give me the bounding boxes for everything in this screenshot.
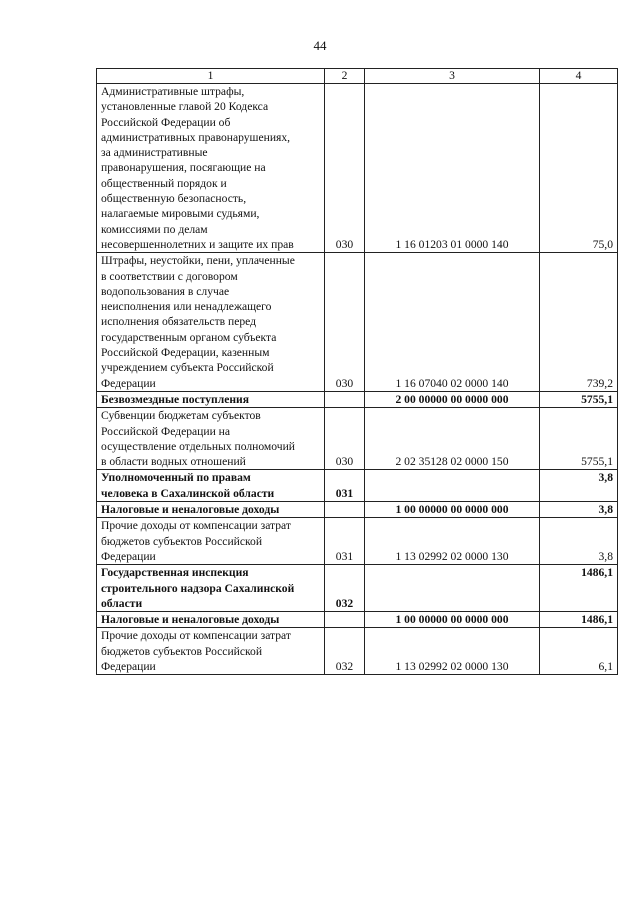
row-budget-code-cell (365, 628, 540, 675)
row-admin-code-cell (325, 253, 365, 392)
row-budget-code-text: 1 00 00000 00 0000 000 (395, 613, 509, 627)
row-amount-cell (540, 518, 618, 565)
row-budget-code-cell (365, 84, 540, 253)
row-name-text: Государственная инспекция строительного надзора Сахалинской области (101, 566, 295, 610)
row-amount-cell (540, 470, 618, 502)
row-budget-code-text: 1 16 01203 01 0000 140 (395, 237, 509, 251)
table-row (97, 565, 618, 612)
row-name-cell (97, 518, 325, 565)
row-name-cell (97, 628, 325, 675)
table-row (97, 391, 618, 407)
row-admin-code-text: 030 (335, 237, 354, 251)
row-name-cell (97, 84, 325, 253)
column-header-2: 2 (325, 69, 365, 84)
row-budget-code-text: 1 00 00000 00 0000 000 (395, 503, 509, 517)
row-budget-code-cell (365, 612, 540, 628)
column-header-4: 4 (540, 69, 618, 84)
row-admin-code-cell (325, 391, 365, 407)
row-amount-text: 3,8 (598, 549, 613, 563)
column-header-3: 3 (365, 69, 540, 84)
row-amount-text: 5755,1 (581, 455, 613, 469)
row-name-cell (97, 408, 325, 470)
table-row (97, 518, 618, 565)
row-amount-cell (540, 84, 618, 253)
row-name-text: Административные штрафы, установленные главой 20 Кодекса Российской Федерации об административных правонарушениях, за административные правонарушения, посягающие на общественный порядок и общественную безопасность, налагаемые мировыми судьями, комиссиями по делам несовершеннолетних и защите их прав (101, 85, 294, 251)
row-amount-cell (540, 408, 618, 470)
table-body (97, 84, 618, 675)
row-admin-code-cell (325, 565, 365, 612)
revenue-table (96, 68, 618, 675)
row-admin-code-text: 030 (335, 376, 354, 390)
table-row (97, 628, 618, 675)
row-admin-code-cell (325, 408, 365, 470)
row-budget-code-text: 2 00 00000 00 0000 000 (395, 392, 509, 406)
row-admin-code-cell (325, 628, 365, 675)
row-name-cell (97, 470, 325, 502)
row-amount-cell (540, 502, 618, 518)
table-row (97, 612, 618, 628)
table-header-row (97, 69, 618, 84)
row-amount-cell (540, 565, 618, 612)
table-row (97, 408, 618, 470)
row-budget-code-cell (365, 391, 540, 407)
table-row (97, 253, 618, 392)
row-admin-code-cell (325, 502, 365, 518)
row-name-text: Уполномоченный по правам человека в Сахалинской области (101, 471, 275, 500)
page-number: 44 (313, 38, 327, 53)
row-name-text: Субвенции бюджетам субъектов Российской Федерации на осуществление отдельных полномочий в области водных отношений (101, 409, 296, 469)
row-name-text: Безвозмездные поступления (101, 392, 250, 406)
row-budget-code-cell (365, 408, 540, 470)
row-name-cell (97, 502, 325, 518)
row-admin-code-text: 031 (335, 549, 354, 563)
row-budget-code-cell (365, 253, 540, 392)
row-name-text: Прочие доходы от компенсации затрат бюджетов субъектов Российской Федерации (101, 519, 291, 563)
row-name-text: Налоговые и неналоговые доходы (101, 613, 280, 627)
row-amount-text: 5755,1 (581, 392, 613, 406)
row-name-cell (97, 391, 325, 407)
row-amount-cell (540, 391, 618, 407)
table-row (97, 470, 618, 502)
row-admin-code-cell (325, 518, 365, 565)
row-admin-code-cell (325, 84, 365, 253)
row-budget-code-text: 2 02 35128 02 0000 150 (395, 455, 509, 469)
row-amount-text: 739,2 (586, 376, 613, 390)
row-admin-code-cell (325, 470, 365, 502)
row-amount-text: 1486,1 (581, 566, 613, 580)
row-admin-code-text: 032 (335, 659, 354, 673)
row-name-cell (97, 612, 325, 628)
row-name-cell (97, 565, 325, 612)
row-budget-code-cell (365, 470, 540, 502)
row-amount-text: 3,8 (598, 471, 613, 485)
row-amount-cell (540, 612, 618, 628)
table-row (97, 84, 618, 253)
row-budget-code-text: 1 13 02992 02 0000 130 (395, 659, 509, 673)
table-row (97, 502, 618, 518)
row-amount-cell (540, 628, 618, 675)
row-budget-code-cell (365, 502, 540, 518)
row-name-text: Налоговые и неналоговые доходы (101, 503, 280, 517)
row-admin-code-cell (325, 612, 365, 628)
row-budget-code-text: 1 16 07040 02 0000 140 (395, 376, 509, 390)
row-name-text: Штрафы, неустойки, пени, уплаченные в соответствии с договором водопользования в случае неисполнения или ненадлежащего исполнения обязательств перед государственным органом субъекта Российской Федерации, казенным учреждением субъекта Российской Федерации (101, 254, 295, 390)
row-amount-text: 6,1 (598, 659, 613, 673)
row-admin-code-text: 030 (335, 455, 354, 469)
row-name-text: Прочие доходы от компенсации затрат бюджетов субъектов Российской Федерации (101, 629, 291, 673)
row-admin-code-text: 032 (335, 596, 354, 610)
row-budget-code-cell (365, 565, 540, 612)
row-budget-code-cell (365, 518, 540, 565)
row-amount-text: 1486,1 (581, 613, 613, 627)
column-header-1: 1 (97, 69, 325, 84)
row-amount-text: 75,0 (592, 237, 613, 251)
row-budget-code-text: 1 13 02992 02 0000 130 (395, 549, 509, 563)
row-name-cell (97, 253, 325, 392)
row-admin-code-text: 031 (335, 486, 354, 500)
row-amount-cell (540, 253, 618, 392)
row-amount-text: 3,8 (598, 503, 613, 517)
